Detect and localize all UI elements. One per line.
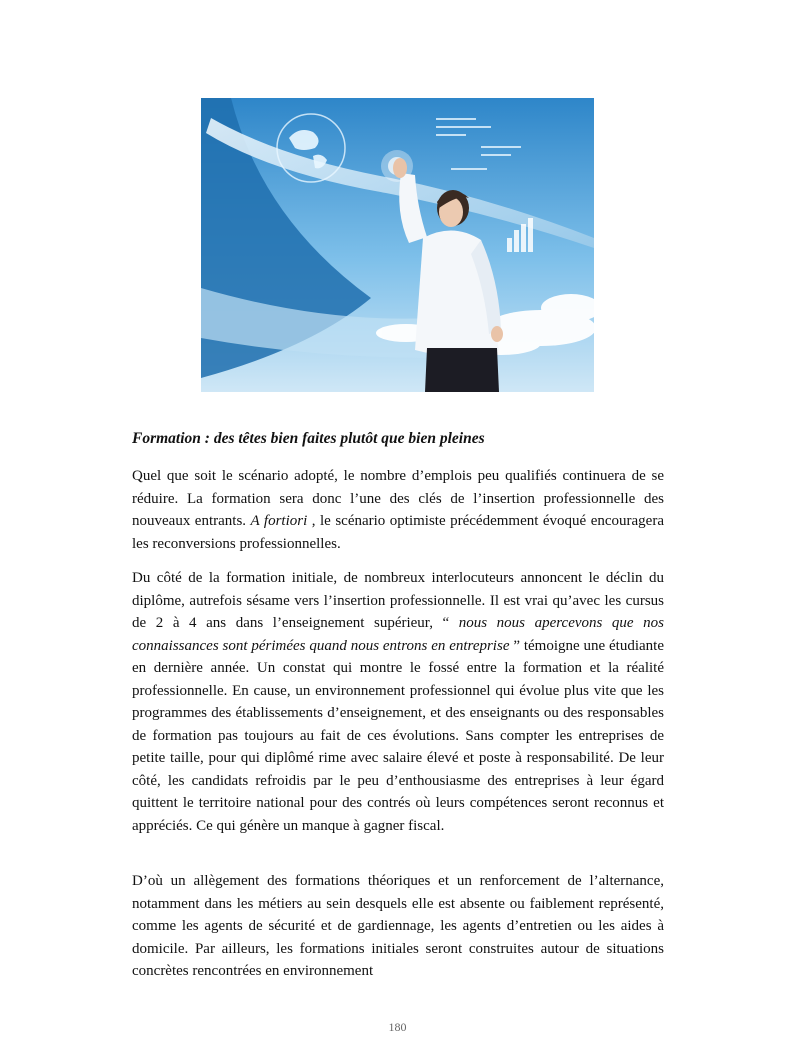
paragraph-2-quote: nous nous apercevons que nos connaissances sont périmées quand nous entrons en entreprise: [132, 615, 664, 654]
paragraph-1-text-a: Quel que soit le scénario adopté, le nombre d’emplois peu qualifiés continuera de se réduire. La formation sera donc l’une des clés de l’insertion professionnelle des nouveaux entrants.: [132, 468, 664, 529]
paragraph-1: [132, 465, 664, 555]
woman-touchscreen-image: [201, 98, 594, 392]
page-number: 180: [388, 1020, 407, 1034]
paragraph-3: D’où un allègement des formations théoriques et un renforcement de l’alternance, notamment dans les métiers au sein desquels elle est absente ou faiblement représenté, comme les agents de sécurité et de gardiennage, les agents d’entretien ou les aides à domicile. Par ailleurs, les formations initiales seront construites autour de situations concrètes rencontrées en environnement: [132, 873, 664, 979]
illustration-photo: [201, 98, 594, 392]
section-heading: Formation : des têtes bien faites plutôt que bien pleines: [132, 430, 485, 447]
paragraph-1-text-c: , le scénario optimiste précédemment évoqué encouragera les reconversions professionnelles.: [132, 513, 664, 552]
paragraph-2-text-c: ” témoigne une étudiante en dernière année. Un constat qui montre le fossé entre la formation et la réalité professionnelle. En cause, un environnement professionnel qui évolue plus vite que les programmes des établissements d’enseignement, et des enseignants ou des responsables de formation pas toujours au fait de ces évolutions. Sans compter les entreprises de petite taille, pour qui diplômé rime avec salaire élevé et poste à responsabilité. De leur côté, les candidats refroidis par le peu d’enthousiasme des entreprises à leur égard quittent le territoire national pour des contrés où leurs compétences seront reconnus et appréciés. Ce qui génère un manque à gagner fiscal.: [132, 637, 665, 834]
paragraph-2: [132, 567, 664, 837]
paragraph-1-italic: A fortiori: [250, 513, 308, 529]
paragraph-2-text-a: Du côté de la formation initiale, de nombreux interlocuteurs annoncent le déclin du diplôme, autrefois sésame vers l’insertion professionnelle. Il est vrai qu’avec les cursus de 2 à 4 ans dans l’enseignement supérieur, “: [132, 570, 664, 631]
